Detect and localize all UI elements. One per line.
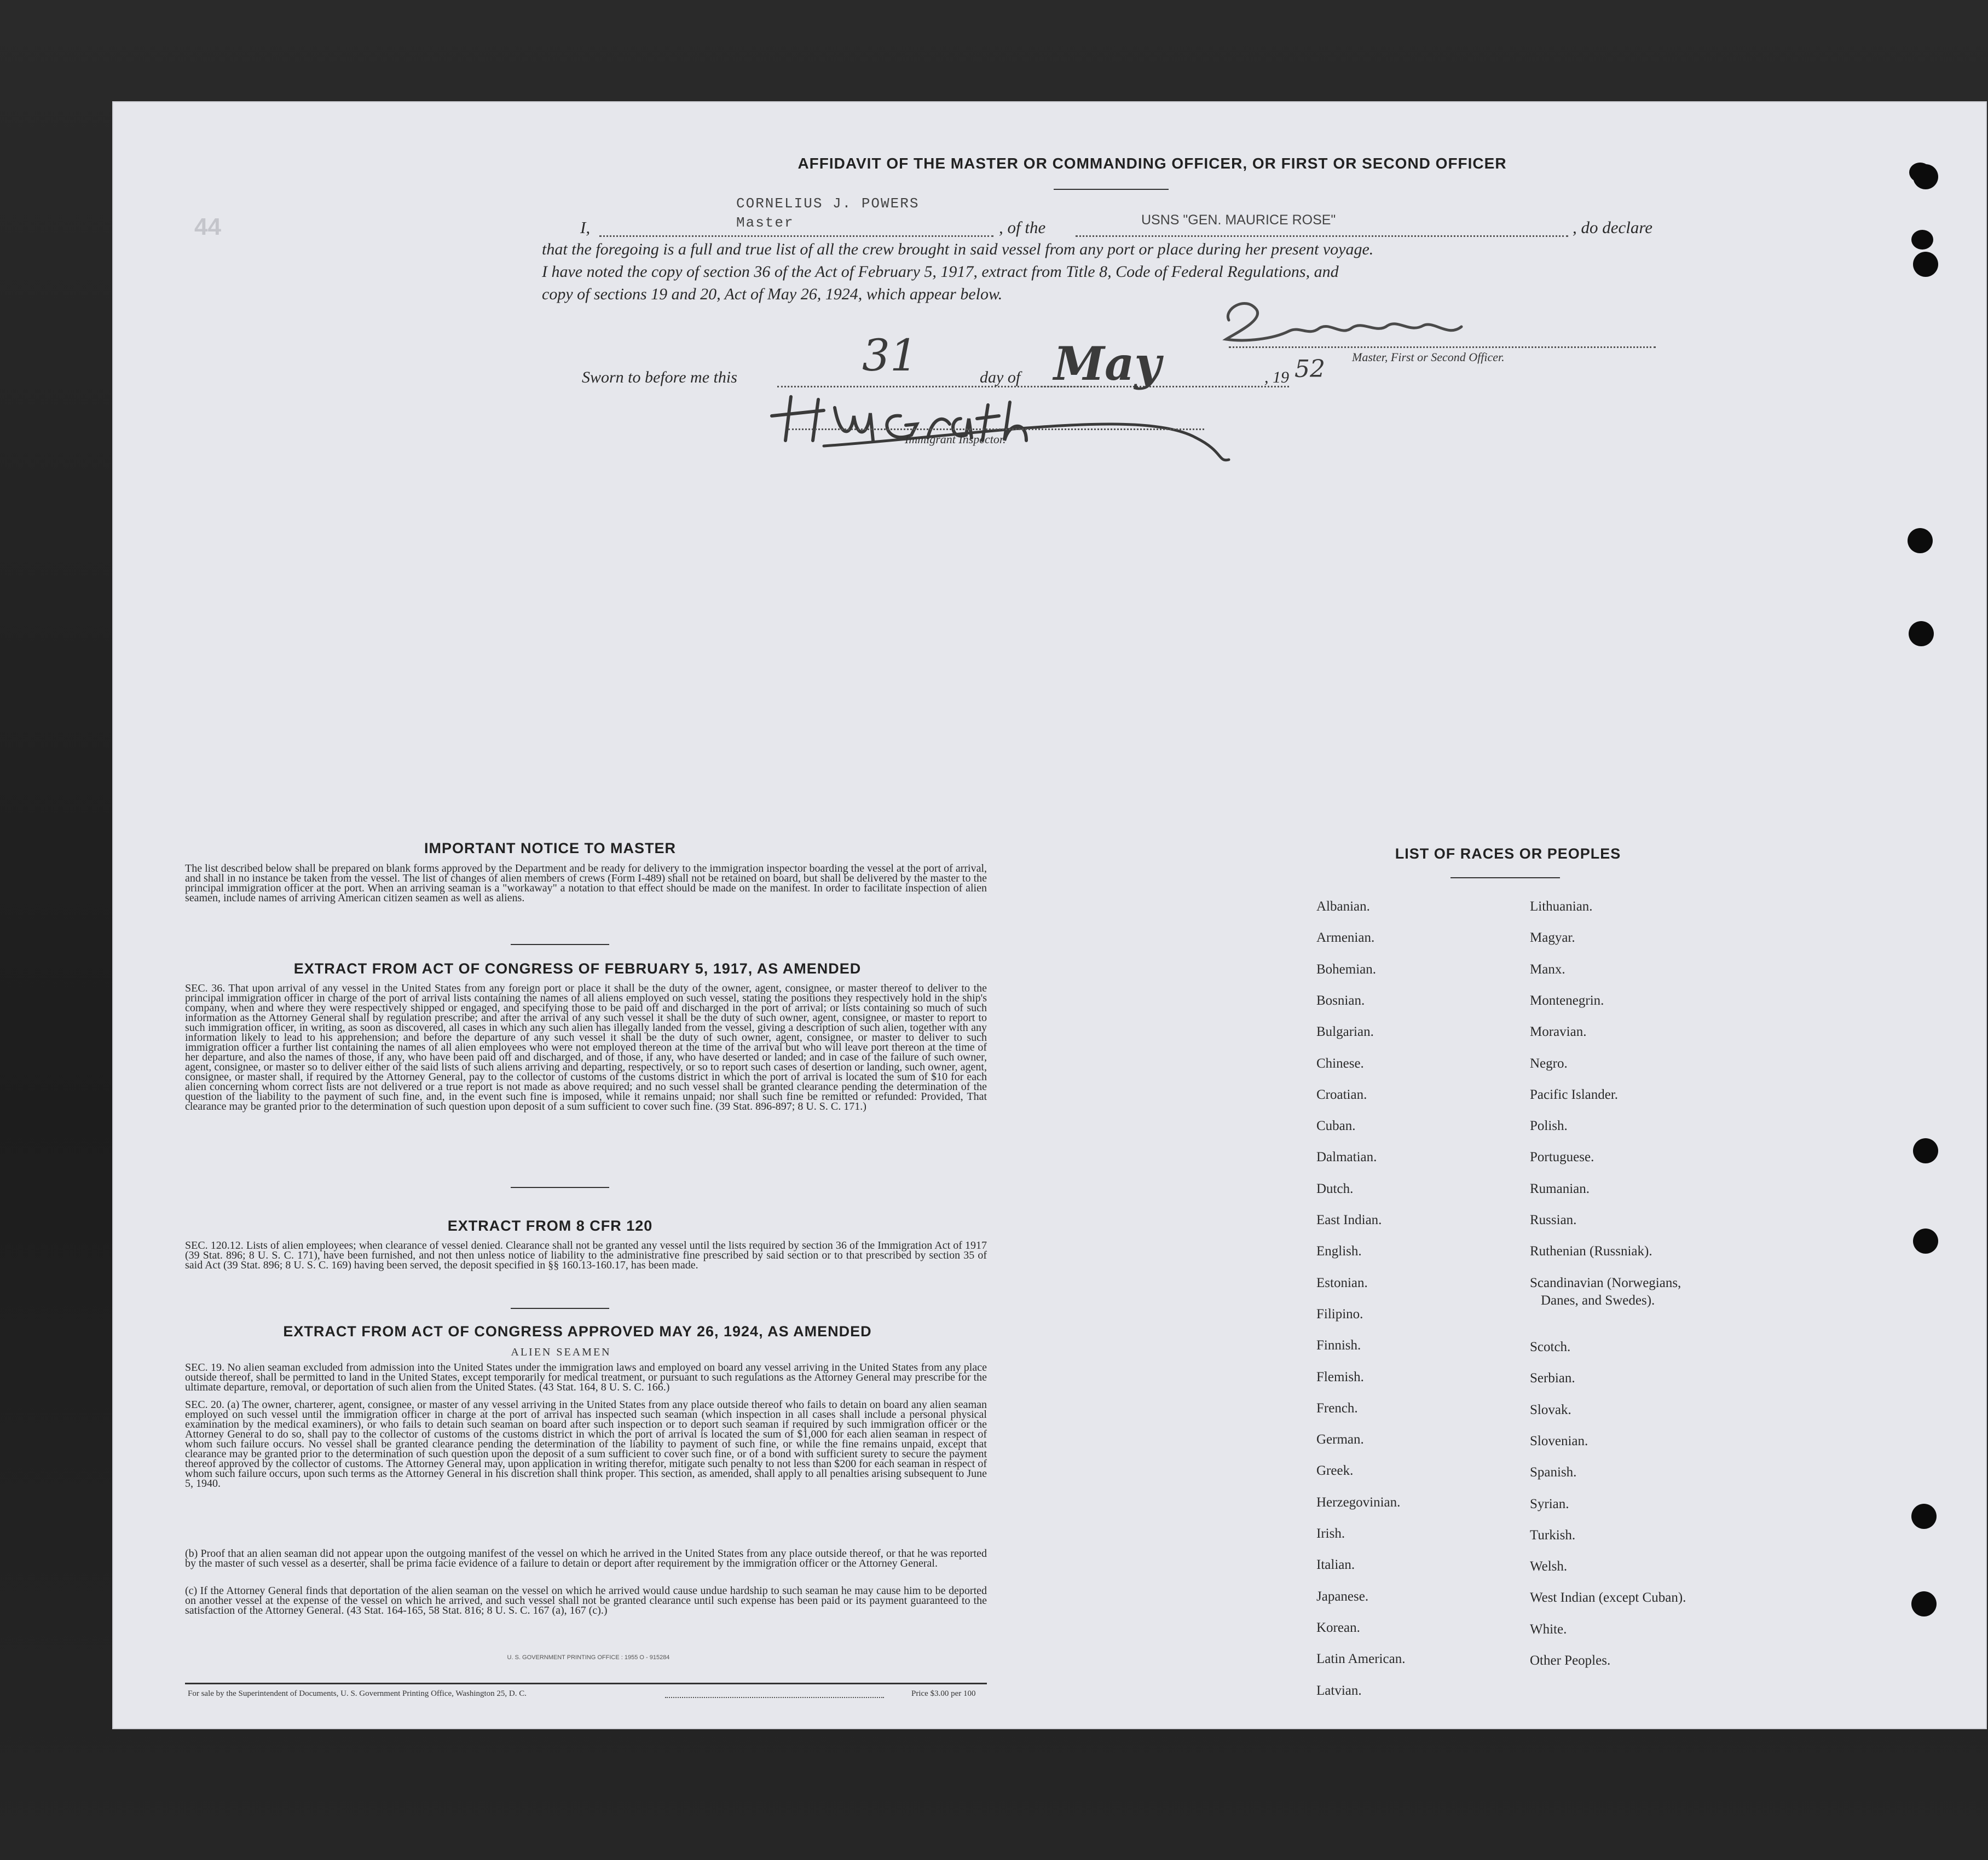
inspector-signature (758, 386, 1273, 462)
extract8cfr-divider (511, 1308, 609, 1309)
race-item: English. (1316, 1244, 1362, 1259)
race-item: Japanese. (1316, 1589, 1369, 1604)
title-divider (1054, 189, 1169, 190)
affidavit-of-the: , of the (999, 218, 1046, 237)
punch-hole (1909, 621, 1934, 646)
race-item: Turkish. (1530, 1528, 1576, 1543)
race-item: Welsh. (1530, 1559, 1568, 1574)
sworn-year-handwritten: 52 (1294, 355, 1325, 383)
race-item: Dalmatian. (1316, 1150, 1377, 1164)
race-item: Polish. (1530, 1119, 1568, 1133)
extract1924-sec20a: SEC. 20. (a) The owner, charterer, agent, consignee, or master of any vessel arriving in the United States from any place outside thereof who fails to detain on board any alien seaman employed on such vessel until the immigration officer in charge at the port of arrival has inspected such seaman (which inspection in all cases shall include a personal physical examination by the medical examiners), or who fails to detain such seaman on board after such inspection or to deport such seaman if required by such immigration officer or the Attorney General to do so, shall pay to the collector of customs of the customs district in which the port of arrival is located the sum of $1,000 for each alien seaman in respect of whom such failure occurs. No vessel shall be granted clearance pending the determination of the liability to payment of such fine, or while the fine remains unpaid, except that clearance may be granted prior to the determination of such question upon the deposit of a sum sufficient to cover such fine, or of a bond with sufficient surety to secure the payment thereof approved by the collector of customs. The Attorney General may, upon application in writing therefor, mitigate such penalty to not less than $200 for each seaman in respect of whom such failure occurs, upon such terms as the Attorney General in his discretion shall think proper. This section, as amended, shall apply to all penalties arising subsequent to June 5, 1940. (185, 1399, 987, 1490)
race-item: Armenian. (1316, 930, 1375, 945)
inspector-caption: Immigrant Inspector. (905, 432, 1006, 446)
race-item: Chinese. (1316, 1056, 1364, 1071)
race-item: Slovak. (1530, 1403, 1571, 1417)
name-underline (599, 235, 993, 237)
extract1924-sec19: SEC. 19. No alien seaman excluded from admission into the United States under the immigration laws and employed on board any vessel arriving in the United States from any place outside thereof, shall be permitted to land in the United States, except temporarily for medical treatment, or pursuant to such regulations as the Attorney General may prescribe for the ultimate departure, removal, or deportation of such alien from the United States. (43 Stat. 164, 8 U. S. C. 166.) (185, 1361, 987, 1393)
faint-page-number: 44 (194, 213, 221, 240)
punch-hole (1911, 1504, 1937, 1529)
race-item: Italian. (1316, 1557, 1355, 1572)
race-item: Lithuanian. (1530, 899, 1593, 914)
race-item: Spanish. (1530, 1465, 1577, 1480)
race-item: Korean. (1316, 1620, 1360, 1635)
race-item: Ruthenian (Russniak). (1530, 1244, 1652, 1259)
race-item: Other Peoples. (1530, 1653, 1611, 1668)
extract8cfr-title: EXTRACT FROM 8 CFR 120 (447, 1218, 653, 1234)
extract1917-text: SEC. 36. That upon arrival of any vessel in the United States from any foreign port or place it shall be the duty of the owner, agent, consignee, or master thereof to deliver to the principal immigration officer in charge of the port of arrival lists containing the names of all aliens employed on such vessel, stating the positions they respectively hold in the ship's company, when and where they were respectively shipped or engaged, and specifying those to be paid off and discharged in the port of arrival; or lists containing so much of such information as the Attorney General shall by regulation prescribe; and after the arrival of any such vessel it shall be the duty of such owner, agent, consignee, or master to report to such immigration officer, in writing, as soon as discovered, all cases in which any such alien has illegally landed from the vessel, giving a description of such alien, together with any information likely to lead to his apprehension; and before the departure of any such vessel it shall be the duty of such owner, agent, consignee, or master to deliver to such immigration officer a further list containing the names of all alien employees who were not employed thereon at the time of the arrival but who will leave port thereon at the time of her departure, and also the names of those, if any, who have been paid off and discharged, and of those, if any, who have deserted or landed; and in case of the failure of such owner, agent, consignee, or master so to deliver either of the said lists of such aliens arriving and departing, respectively, or so to report such cases of desertion or landing, such owner, agent, consignee, or master shall, if required by the Attorney General, pay to the collector of customs of the customs district in which the port of arrival is located the sum of $10 for each alien concerning whom correct lists are not delivered or a true report is not made as above required; and no such vessel shall be granted clearance pending the determination of the question of the liability to the payment of such fine, and, in the event such fine is imposed, while it remains unpaid; nor shall such fine be remitted or refunded: Provided, That clearance may be granted prior to the determination of such question upon deposit of a sum sufficient to cover such fine. (39 Stat. 896-897; 8 U. S. C. 171.) (185, 982, 987, 1112)
punch-hole (1913, 164, 1938, 189)
printer-line: U. S. GOVERNMENT PRINTING OFFICE : 1955 O - 915284 (507, 1654, 670, 1661)
extract1924-subtitle: ALIEN SEAMEN (511, 1346, 611, 1358)
race-item: Russian. (1530, 1213, 1577, 1227)
race-item: Finnish. (1316, 1338, 1361, 1353)
affidavit-line3: I have noted the copy of section 36 of the Act of February 5, 1917, extract from Title 8, Code of Federal Regulations, and (542, 263, 1339, 281)
extract1924-title: EXTRACT FROM ACT OF CONGRESS APPROVED MAY 26, 1924, AS AMENDED (283, 1323, 872, 1340)
race-item: West Indian (except Cuban). (1530, 1590, 1686, 1605)
extract8cfr-text: SEC. 120.12. Lists of alien employees; when clearance of vessel denied. Clearance shall not be granted any vessel until the lists required by section 36 of the Immigration Act of 1917 (39 Stat. 896; 8 U. S. C. 171), have been furnished, and not then unless notice of liability to the administrative fine prescribed by said section or to that prescribed by section 35 of said Act (39 Stat. 896; 8 U. S. C. 169) having been served, the deposit specified in §§ 160.13-160.17, has been made. (185, 1239, 987, 1271)
footer-sale: For sale by the Superintendent of Documents, U. S. Government Printing Office, Washington 25, D. C. (188, 1689, 527, 1698)
punch-hole (1913, 252, 1938, 277)
race-item: Rumanian. (1530, 1181, 1590, 1196)
vessel-underline (1076, 235, 1568, 237)
race-item: Serbian. (1530, 1371, 1575, 1386)
race-item: Pacific Islander. (1530, 1087, 1619, 1102)
extract1924-sec20c: (c) If the Attorney General finds that deportation of the alien seaman on the vessel on which he arrived would cause undue hardship to such seaman he may cause him to be deported on another vessel at the expense of the vessel on which he arrived, and such vessel shall not be granted clearance until such expense has been paid or its payment guaranteed to the satisfaction of the Attorney General. (43 Stat. 164-165, 58 Stat. 816; 8 U. S. C. 167 (a), 167 (c).) (185, 1585, 987, 1616)
race-item: Montenegrin. (1530, 993, 1604, 1008)
extract1917-title: EXTRACT FROM ACT OF CONGRESS OF FEBRUARY 5, 1917, AS AMENDED (293, 960, 862, 977)
master-signature (1212, 287, 1508, 358)
race-item: Portuguese. (1530, 1150, 1594, 1164)
notice-text: The list described below shall be prepared on blank forms approved by the Department and be ready for delivery to the immigration inspector boarding the vessel at the port of arrival, and shall in no instance be taken from the vessel. The list of changes of alien members of crews (Form I-489) shall not be retained on board, but shall be delivered by the master to the principal immigration officer at the port. When an arriving seaman is a "workaway" a notation to that effect should be made on the manifest. In order to facilitate inspection of alien seamen, include names of arriving American citizen seamen as well as aliens. (185, 862, 987, 904)
race-item: Croatian. (1316, 1087, 1367, 1102)
race-item: Scandinavian (Norwegians, (1530, 1276, 1681, 1290)
master-name-field: CORNELIUS J. POWERS (736, 195, 920, 212)
footer-rule (185, 1683, 987, 1684)
signature-caption: Master, First or Second Officer. (1352, 350, 1505, 364)
race-item: Flemish. (1316, 1370, 1364, 1384)
sworn-month-handwritten: May (1054, 337, 1161, 391)
race-item: Magyar. (1530, 930, 1575, 945)
affidavit-line2: that the foregoing is a full and true list of all the crew brought in said vessel from any port or place during her present voyage. (542, 240, 1374, 258)
race-item: Bosnian. (1316, 993, 1365, 1008)
punch-hole (1911, 230, 1933, 250)
affidavit-title: AFFIDAVIT OF THE MASTER OR COMMANDING OFFICER, OR FIRST OR SECOND OFFICER (797, 155, 1507, 172)
affidavit-do-declare: , do declare (1573, 218, 1653, 237)
race-item: Filipino. (1316, 1307, 1363, 1322)
sworn-day-handwritten: 31 (862, 330, 918, 381)
race-item: Bohemian. (1316, 962, 1377, 977)
race-item: Negro. (1530, 1056, 1568, 1071)
race-item: White. (1530, 1622, 1567, 1637)
punch-hole (1908, 528, 1933, 553)
race-item: Cuban. (1316, 1119, 1356, 1133)
affidavit-line4: copy of sections 19 and 20, Act of May 26, 1924, which appear below. (542, 285, 1003, 303)
footer-price: Price $3.00 per 100 (911, 1689, 976, 1698)
footer-leader (665, 1697, 884, 1698)
race-item: Estonian. (1316, 1276, 1368, 1290)
race-item: Scotch. (1530, 1340, 1571, 1354)
race-item: French. (1316, 1401, 1358, 1416)
notice-title: IMPORTANT NOTICE TO MASTER (424, 840, 676, 856)
races-title: LIST OF RACES OR PEOPLES (1395, 845, 1621, 862)
master-rank-field: Master (736, 215, 794, 231)
inspector-signature-line (788, 428, 1204, 430)
notice-divider (511, 944, 609, 945)
race-item: Syrian. (1530, 1497, 1569, 1511)
race-item: East Indian. (1316, 1213, 1382, 1227)
race-item: Albanian. (1316, 899, 1370, 914)
race-item: Danes, and Swedes). (1541, 1293, 1655, 1308)
punch-hole (1913, 1138, 1938, 1163)
race-item: Bulgarian. (1316, 1024, 1374, 1039)
race-item: Latvian. (1316, 1683, 1362, 1698)
extract1924-sec20b: (b) Proof that an alien seaman did not appear upon the outgoing manifest of the vessel on which he arrived in the United States from any place outside thereof, or that he was reported by the master of such vessel as a deserter, shall be prima facie evidence of a failure to detain or deport after requirement by the immigration officer or the Attorney General. (185, 1548, 987, 1569)
race-item: Moravian. (1530, 1024, 1587, 1039)
punch-hole (1913, 1229, 1938, 1254)
race-item: Slovenian. (1530, 1434, 1588, 1448)
vessel-name-field: USNS "GEN. MAURICE ROSE" (1141, 212, 1336, 228)
document-page (112, 101, 1987, 1729)
race-item: Irish. (1316, 1526, 1345, 1541)
race-item: German. (1316, 1432, 1364, 1447)
sworn-prefix: Sworn to before me this (582, 368, 737, 386)
race-item: Dutch. (1316, 1181, 1354, 1196)
sworn-day-of: day of (980, 368, 1021, 386)
sworn-year-prefix: , 19 (1264, 368, 1289, 386)
extract1917-divider (511, 1187, 609, 1188)
races-divider (1450, 877, 1560, 878)
race-item: Greek. (1316, 1463, 1354, 1478)
race-item: Manx. (1530, 962, 1565, 977)
race-item: Latin American. (1316, 1652, 1406, 1666)
affidavit-line1-prefix: I, (580, 218, 591, 237)
punch-hole (1911, 1591, 1937, 1616)
race-item: Herzegovinian. (1316, 1495, 1401, 1510)
